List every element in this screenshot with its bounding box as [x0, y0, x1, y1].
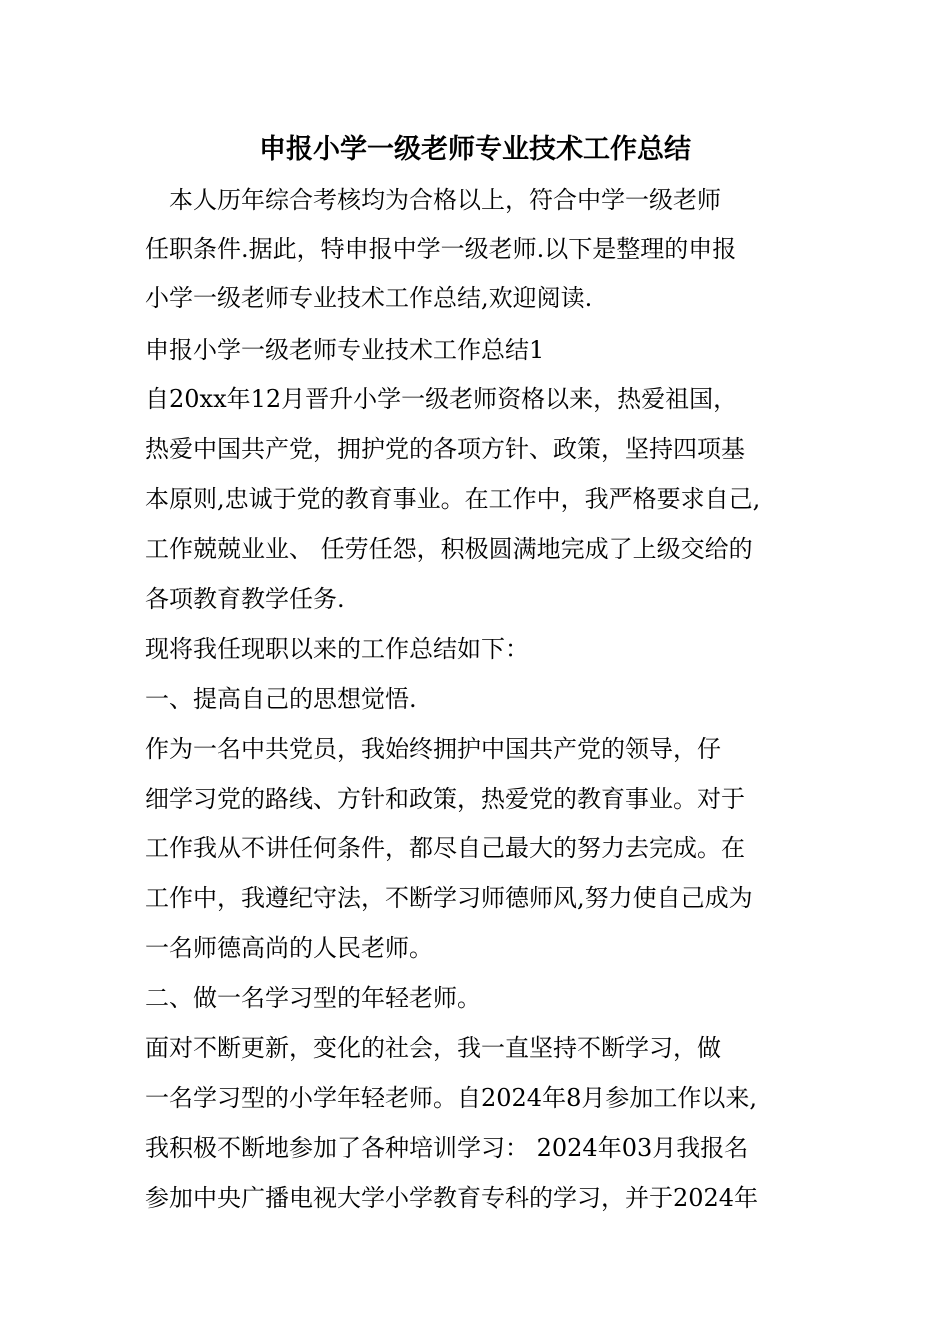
section-heading: 申报小学一级老师专业技术工作总结1	[145, 336, 545, 364]
text-line: 自20xx年12月晋升小学一级老师资格以来，热爱祖国，	[145, 385, 738, 413]
text-line: 本人历年综合考核均为合格以上，符合中学一级老师	[145, 186, 721, 214]
text-line: 参加中央广播电视大学小学教育专科的学习，并于2024年	[145, 1184, 759, 1212]
text-line: 小学一级老师专业技术工作总结,欢迎阅读.	[145, 284, 593, 312]
text-line: 作为一名中共党员，我始终拥护中国共产党的领导，仔	[145, 735, 721, 763]
text-line: 面对不断更新，变化的社会，我一直坚持不断学习，做	[145, 1034, 721, 1062]
text-line: 各项教育教学任务.	[145, 585, 345, 613]
text-line: 任职条件.据此，特申报中学一级老师.以下是整理的申报	[145, 235, 737, 263]
text-line: 细学习党的路线、方针和政策，热爱党的教育事业。对于	[145, 785, 745, 813]
text-line: 一名学习型的小学年轻老师。自2024年8月参加工作以来,	[145, 1084, 757, 1112]
document-title: 申报小学一级老师专业技术工作总结	[259, 134, 691, 165]
text-line: 一名师德高尚的人民老师。	[145, 934, 433, 962]
text-line: 工作中，我遵纪守法，不断学习师德师风,努力使自己成为	[145, 884, 753, 912]
section-heading: 二、做一名学习型的年轻老师。	[145, 984, 481, 1012]
text-line: 热爱中国共产党，拥护党的各项方针、政策，坚持四项基	[145, 435, 745, 463]
text-line: 现将我任现职以来的工作总结如下：	[145, 635, 529, 663]
text-line: 本原则,忠诚于党的教育事业。在工作中，我严格要求自己,	[145, 485, 761, 513]
text-line: 工作兢兢业业、 任劳任怨，积极圆满地完成了上级交给的	[145, 535, 753, 563]
text-line: 我积极不断地参加了各种培训学习： 2024年03月我报名	[145, 1134, 749, 1162]
text-line: 工作我从不讲任何条件，都尽自己最大的努力去完成。在	[145, 834, 745, 862]
section-heading: 一、提高自己的思想觉悟.	[145, 685, 417, 713]
